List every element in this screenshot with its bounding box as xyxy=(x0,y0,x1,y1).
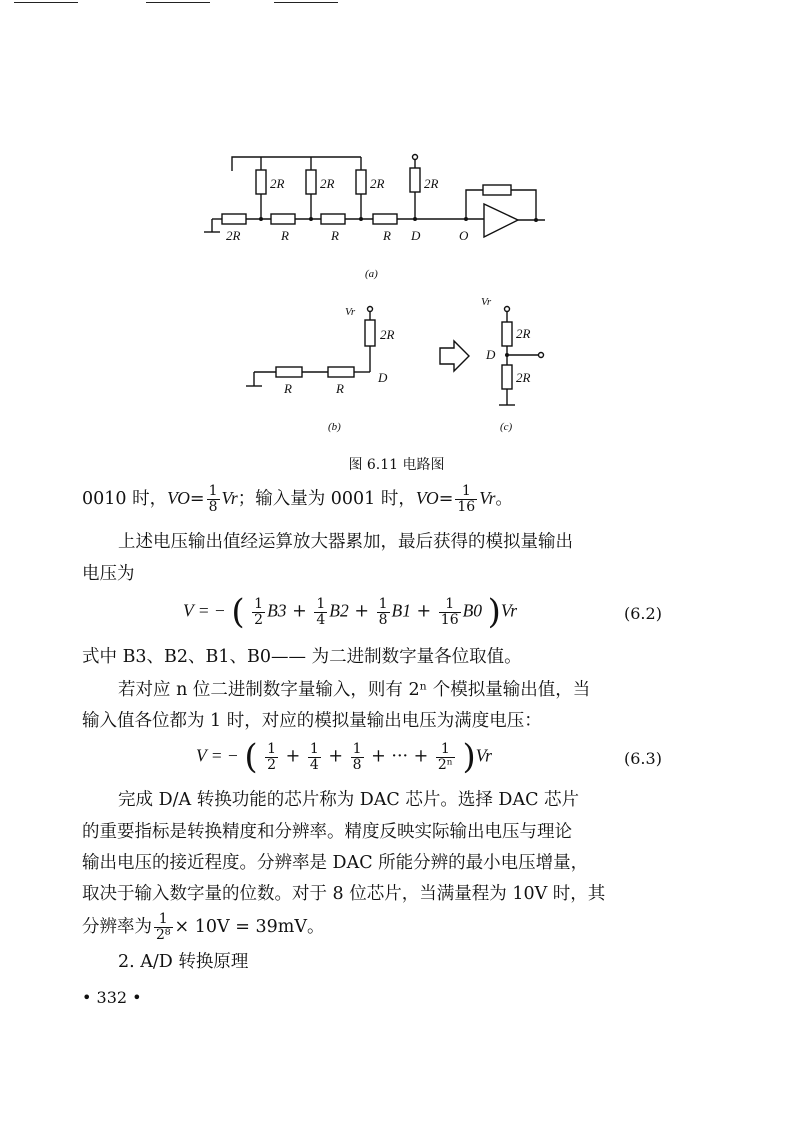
label-vr: Vr xyxy=(345,306,356,318)
label-2r: 2R xyxy=(320,176,335,191)
res-prefix: 分辨率为 xyxy=(82,917,152,937)
label-r: R xyxy=(336,381,344,396)
res-suffix: × 10V = 39mV。 xyxy=(174,917,325,937)
fraction xyxy=(436,742,455,773)
frac-num: 1 xyxy=(254,595,264,612)
fraction-resolution xyxy=(154,912,173,943)
equation-6-2 xyxy=(183,592,517,632)
frac-num: 1 xyxy=(267,740,277,757)
plus: + xyxy=(285,746,301,767)
frac-num: 1 xyxy=(378,595,388,612)
equals: = xyxy=(438,489,454,509)
eq-rhs: Vr xyxy=(500,600,518,621)
resistor xyxy=(373,214,397,224)
frac-num: 1 xyxy=(439,597,461,613)
terminal xyxy=(539,353,544,358)
paragraph-line: 的重要指标是转换精度和分辨率。精度反映实际输出电压与理论 xyxy=(82,822,572,842)
frac-den: 4 xyxy=(316,611,326,628)
frac-den: 8 xyxy=(378,611,388,628)
resistor xyxy=(502,322,512,346)
term-b3: B3 xyxy=(267,600,287,621)
frac-den: 16 xyxy=(457,499,476,515)
circuit-a xyxy=(204,155,545,238)
paragraph-line: 输出电压的接近程度。分辨率是 DAC 所能分辨的最小电压增量， xyxy=(82,853,589,873)
resistor xyxy=(306,170,316,194)
plus: + xyxy=(292,601,307,622)
var-vo: VO xyxy=(167,488,190,508)
frac-den: 4 xyxy=(309,756,319,773)
frac-den: 2 xyxy=(254,611,264,628)
frac-num: 1 xyxy=(455,484,477,500)
var-vr: Vr xyxy=(221,488,238,508)
resistor xyxy=(502,365,512,389)
label-2r: 2R xyxy=(516,326,531,341)
plus: + xyxy=(416,601,432,622)
label-2r: 2R xyxy=(370,176,385,191)
line1-end: 。 xyxy=(495,489,513,509)
arrow-right-icon xyxy=(440,341,469,371)
line1-mid: ；输入量为 0001 时， xyxy=(237,489,416,509)
resolution-line xyxy=(82,912,324,943)
resistor xyxy=(328,367,354,377)
frac-num: 1 xyxy=(316,595,326,612)
frac-num: 1 xyxy=(309,740,319,757)
label-2r: 2R xyxy=(424,176,439,191)
paren-right: ) xyxy=(487,592,501,632)
fraction xyxy=(265,742,278,773)
terminal xyxy=(368,307,373,312)
eq-rhs: Vr xyxy=(475,745,492,766)
var-vo: VO xyxy=(415,488,439,508)
frac-den: 16 xyxy=(440,611,459,628)
frac-num: 1 xyxy=(154,912,173,928)
paragraph-line: 取决于输入数字量的位数。对于 8 位芯片，当满量程为 10V 时，其 xyxy=(82,884,606,904)
term-b2: B2 xyxy=(329,600,349,621)
equals: = xyxy=(189,489,205,509)
resistor xyxy=(321,214,345,224)
resistor xyxy=(271,214,295,224)
fraction xyxy=(314,597,327,628)
resistor xyxy=(276,367,302,377)
page-number: • 332 • xyxy=(82,988,142,1007)
fraction xyxy=(308,742,321,773)
paragraph-line: 电压为 xyxy=(82,564,135,584)
where-line: 式中 B3、B2、B1、B0—— 为二进制数字量各位取值。 xyxy=(82,647,522,667)
text-line-vo-values xyxy=(82,484,513,515)
paren-left: ( xyxy=(244,737,258,777)
paren-left: ( xyxy=(231,592,245,632)
resistor xyxy=(483,185,511,195)
paragraph-line: 完成 D/A 转换功能的芯片称为 DAC 芯片。选择 DAC 芯片 xyxy=(118,790,580,810)
frac-den: 8 xyxy=(352,756,362,773)
op-amp xyxy=(484,204,518,237)
terminal xyxy=(505,307,510,312)
fraction xyxy=(252,597,265,628)
label-r: R xyxy=(331,228,339,243)
resistor xyxy=(356,170,366,194)
section-heading: 2. A/D 转换原理 xyxy=(118,952,249,972)
equation-number: (6.2) xyxy=(624,604,662,623)
eq-lhs: V = − xyxy=(196,745,239,766)
subfigure-label-a: (a) xyxy=(365,268,378,280)
frac-den: 2ⁿ xyxy=(437,756,453,773)
resistor xyxy=(222,214,246,224)
eq-lhs: V = − xyxy=(183,600,226,621)
label-2r: 2R xyxy=(380,327,395,342)
equation-6-3 xyxy=(196,737,492,777)
equation-number: (6.3) xyxy=(624,749,662,768)
label-r: R xyxy=(284,381,292,396)
label-vr: Vr xyxy=(481,296,492,308)
label-r: R xyxy=(383,228,391,243)
ellipsis-plus: + ··· + xyxy=(371,746,429,767)
label-2r: 2R xyxy=(226,228,241,243)
resistor xyxy=(410,168,420,192)
frac-num: 1 xyxy=(352,740,362,757)
paren-right: ) xyxy=(462,737,476,777)
frac-num: 1 xyxy=(436,742,455,758)
line1-prefix: 0010 时， xyxy=(82,489,168,509)
plus: + xyxy=(328,746,344,767)
fraction-one-eighth xyxy=(207,484,220,515)
label-node-d: D xyxy=(486,347,496,362)
label-2r: 2R xyxy=(270,176,285,191)
label-r: R xyxy=(281,228,289,243)
term-b0: B0 xyxy=(462,600,483,621)
paragraph-line: 输入值各位都为 1 时，对应的模拟量输出电压为满度电压： xyxy=(82,711,542,731)
resistor xyxy=(256,170,266,194)
terminal xyxy=(413,155,418,160)
frac-den: 8 xyxy=(208,499,218,515)
resistor xyxy=(365,320,375,346)
fraction xyxy=(377,597,390,628)
paragraph-line: 若对应 n 位二进制数字量输入，则有 2ⁿ 个模拟量输出值，当 xyxy=(118,680,591,700)
label-node-o: O xyxy=(459,228,469,243)
paragraph-line: 上述电压输出值经运算放大器累加，最后获得的模拟量输出 xyxy=(118,532,573,552)
label-node-d: D xyxy=(378,370,388,385)
circuit-figure xyxy=(0,0,793,450)
figure-caption: 图 6.11 电路图 xyxy=(348,457,445,473)
label-node-d: D xyxy=(411,228,421,243)
subfigure-label-b: (b) xyxy=(328,421,341,433)
subfigure-label-c: (c) xyxy=(500,421,513,433)
fraction xyxy=(439,597,461,628)
frac-num: 1 xyxy=(208,483,218,499)
fraction xyxy=(351,742,364,773)
var-vr: Vr xyxy=(479,488,496,508)
plus: + xyxy=(354,601,369,622)
frac-den: 2⁸ xyxy=(156,927,171,943)
frac-den: 2 xyxy=(267,756,277,773)
term-b1: B1 xyxy=(391,600,411,621)
label-2r: 2R xyxy=(516,370,531,385)
fraction-one-sixteenth xyxy=(455,484,477,515)
